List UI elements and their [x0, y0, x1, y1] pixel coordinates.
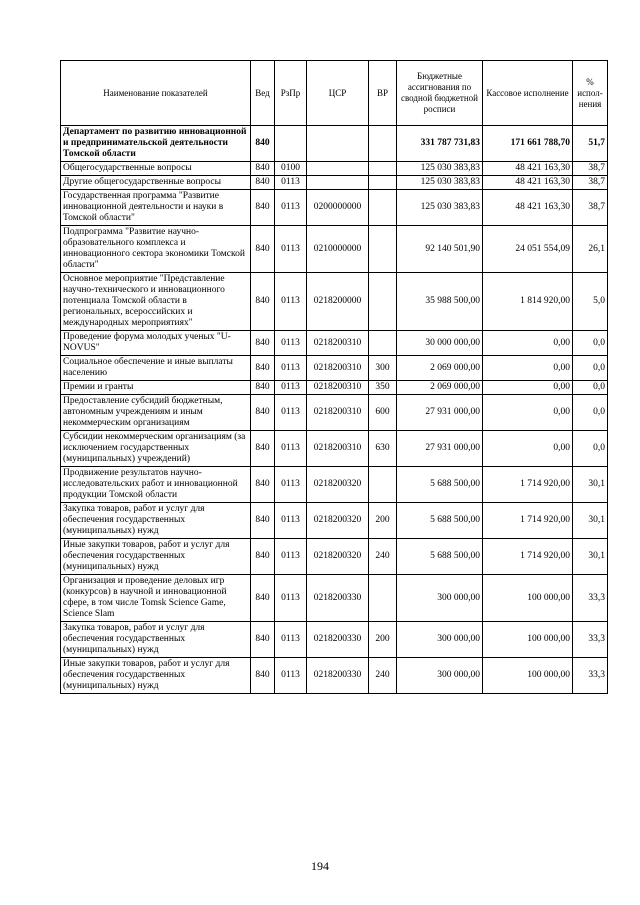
cell-name: Иные закупки товаров, работ и услуг для обеспечения государственных (муниципальных) нужд [61, 658, 251, 694]
cell-pct: 51,7 [573, 126, 608, 162]
cell-vr [369, 176, 397, 190]
cell-pct: 0,0 [573, 431, 608, 467]
cell-budget: 2 069 000,00 [397, 356, 483, 381]
table-row [61, 126, 608, 162]
cell-pct: 33,3 [573, 658, 608, 694]
budget-execution-table [60, 60, 608, 694]
header-rzpr: РзПр [275, 61, 307, 126]
cell-ved: 840 [251, 331, 275, 356]
cell-name: Премии и гранты [61, 381, 251, 395]
cell-rzpr: 0100 [275, 162, 307, 176]
header-vr: ВР [369, 61, 397, 126]
cell-pct: 33,3 [573, 575, 608, 622]
cell-ved: 840 [251, 162, 275, 176]
cell-name: Государственная программа "Развитие инновационной деятельности и науки в Томской области" [61, 190, 251, 226]
cell-rzpr: 0113 [275, 622, 307, 658]
cell-csr: 0218200310 [307, 356, 369, 381]
cell-name: Закупка товаров, работ и услуг для обеспечения государственных (муниципальных) нужд [61, 503, 251, 539]
header-cash: Кассовое исполнение [483, 61, 573, 126]
cell-csr: 0218200320 [307, 503, 369, 539]
header-csr: ЦСР [307, 61, 369, 126]
cell-name: Другие общегосударственные вопросы [61, 176, 251, 190]
cell-pct: 0,0 [573, 356, 608, 381]
cell-rzpr [275, 126, 307, 162]
table-body [61, 126, 608, 694]
cell-vr: 630 [369, 431, 397, 467]
cell-csr [307, 176, 369, 190]
cell-cash: 0,00 [483, 431, 573, 467]
cell-vr [369, 273, 397, 331]
cell-rzpr: 0113 [275, 467, 307, 503]
cell-budget: 5 688 500,00 [397, 503, 483, 539]
cell-csr: 0218200310 [307, 381, 369, 395]
cell-csr: 0218200310 [307, 431, 369, 467]
cell-vr: 240 [369, 658, 397, 694]
cell-cash: 100 000,00 [483, 575, 573, 622]
table-row [61, 467, 608, 503]
cell-vr [369, 331, 397, 356]
cell-ved: 840 [251, 431, 275, 467]
cell-name: Продвижение результатов научно-исследовательских работ и инновационной продукции Томской области [61, 467, 251, 503]
cell-name: Социальное обеспечение и иные выплаты населению [61, 356, 251, 381]
cell-cash: 100 000,00 [483, 658, 573, 694]
cell-vr [369, 162, 397, 176]
cell-cash: 1 814 920,00 [483, 273, 573, 331]
cell-budget: 27 931 000,00 [397, 431, 483, 467]
cell-ved: 840 [251, 575, 275, 622]
cell-vr: 350 [369, 381, 397, 395]
cell-vr: 300 [369, 356, 397, 381]
cell-cash: 0,00 [483, 356, 573, 381]
cell-vr [369, 575, 397, 622]
cell-name: Закупка товаров, работ и услуг для обеспечения государственных (муниципальных) нужд [61, 622, 251, 658]
cell-ved: 840 [251, 226, 275, 273]
table-row [61, 226, 608, 273]
cell-vr [369, 467, 397, 503]
cell-ved: 840 [251, 190, 275, 226]
table-row [61, 503, 608, 539]
cell-rzpr: 0113 [275, 356, 307, 381]
cell-cash: 171 661 788,70 [483, 126, 573, 162]
cell-budget: 300 000,00 [397, 575, 483, 622]
cell-cash: 100 000,00 [483, 622, 573, 658]
cell-budget: 92 140 501,90 [397, 226, 483, 273]
cell-name: Субсидии некоммерческим организациям (за исключением государственных (муниципальных) учреждений) [61, 431, 251, 467]
cell-cash: 48 421 163,30 [483, 176, 573, 190]
header-budget: Бюджетные ассигнования по сводной бюджетной росписи [397, 61, 483, 126]
cell-rzpr: 0113 [275, 575, 307, 622]
cell-budget: 331 787 731,83 [397, 126, 483, 162]
cell-csr: 0218200330 [307, 575, 369, 622]
cell-budget: 125 030 383,83 [397, 190, 483, 226]
table-row [61, 395, 608, 431]
cell-rzpr: 0113 [275, 658, 307, 694]
cell-name: Департамент по развитию инновационной и предпринимательской деятельности Томской области [61, 126, 251, 162]
cell-budget: 27 931 000,00 [397, 395, 483, 431]
cell-ved: 840 [251, 467, 275, 503]
cell-rzpr: 0113 [275, 226, 307, 273]
cell-cash: 0,00 [483, 395, 573, 431]
table-row [61, 331, 608, 356]
cell-vr: 600 [369, 395, 397, 431]
cell-budget: 35 988 500,00 [397, 273, 483, 331]
cell-cash: 0,00 [483, 381, 573, 395]
cell-pct: 26,1 [573, 226, 608, 273]
cell-ved: 840 [251, 503, 275, 539]
cell-pct: 30,1 [573, 503, 608, 539]
cell-cash: 1 714 920,00 [483, 467, 573, 503]
cell-pct: 0,0 [573, 381, 608, 395]
cell-rzpr: 0113 [275, 273, 307, 331]
cell-budget: 125 030 383,83 [397, 176, 483, 190]
cell-rzpr: 0113 [275, 176, 307, 190]
cell-pct: 5,0 [573, 273, 608, 331]
table-row [61, 622, 608, 658]
cell-csr [307, 126, 369, 162]
cell-ved: 840 [251, 356, 275, 381]
cell-budget: 5 688 500,00 [397, 539, 483, 575]
cell-budget: 5 688 500,00 [397, 467, 483, 503]
cell-rzpr: 0113 [275, 190, 307, 226]
table-header-row [61, 61, 608, 126]
cell-name: Организация и проведение деловых игр (конкурсов) в научной и инновационной сфере, в том числе Tomsk Science Game, Science Slam [61, 575, 251, 622]
cell-cash: 48 421 163,30 [483, 162, 573, 176]
cell-csr: 0218200320 [307, 467, 369, 503]
cell-vr [369, 226, 397, 273]
cell-ved: 840 [251, 658, 275, 694]
cell-pct: 38,7 [573, 162, 608, 176]
cell-ved: 840 [251, 381, 275, 395]
cell-name: Основное мероприятие "Представление научно-технического и инновационного потенциала Томской области в региональных, всероссийских и международных мероприятиях" [61, 273, 251, 331]
cell-cash: 24 051 554,09 [483, 226, 573, 273]
cell-cash: 0,00 [483, 331, 573, 356]
table-row [61, 381, 608, 395]
cell-pct: 38,7 [573, 190, 608, 226]
cell-budget: 125 030 383,83 [397, 162, 483, 176]
cell-rzpr: 0113 [275, 331, 307, 356]
cell-name: Подпрограмма "Развитие научно-образовательного комплекса и инновационного сектора экономики Томской области" [61, 226, 251, 273]
cell-rzpr: 0113 [275, 395, 307, 431]
cell-vr: 200 [369, 503, 397, 539]
cell-vr [369, 190, 397, 226]
cell-cash: 1 714 920,00 [483, 503, 573, 539]
cell-budget: 30 000 000,00 [397, 331, 483, 356]
cell-budget: 300 000,00 [397, 622, 483, 658]
page-number: 194 [311, 859, 329, 873]
cell-pct: 30,1 [573, 539, 608, 575]
cell-csr: 0218200310 [307, 331, 369, 356]
cell-name: Предоставление субсидий бюджетным, автономным учреждениям и иным некоммерческим организациям [61, 395, 251, 431]
cell-name: Общегосударственные вопросы [61, 162, 251, 176]
cell-pct: 33,3 [573, 622, 608, 658]
table-row [61, 575, 608, 622]
cell-csr: 0200000000 [307, 190, 369, 226]
header-pct: % испол-нения [573, 61, 608, 126]
header-name: Наименование показателей [61, 61, 251, 126]
table-row [61, 273, 608, 331]
cell-ved: 840 [251, 273, 275, 331]
cell-rzpr: 0113 [275, 381, 307, 395]
cell-vr: 200 [369, 622, 397, 658]
cell-pct: 30,1 [573, 467, 608, 503]
table-row [61, 162, 608, 176]
cell-ved: 840 [251, 176, 275, 190]
table-row [61, 176, 608, 190]
header-ved: Вед [251, 61, 275, 126]
cell-rzpr: 0113 [275, 539, 307, 575]
cell-pct: 0,0 [573, 331, 608, 356]
table-row [61, 356, 608, 381]
cell-pct: 0,0 [573, 395, 608, 431]
cell-csr: 0218200000 [307, 273, 369, 331]
cell-rzpr: 0113 [275, 431, 307, 467]
cell-csr: 0218200310 [307, 395, 369, 431]
cell-csr [307, 162, 369, 176]
table-row [61, 190, 608, 226]
cell-ved: 840 [251, 622, 275, 658]
table-row [61, 431, 608, 467]
cell-cash: 1 714 920,00 [483, 539, 573, 575]
cell-budget: 2 069 000,00 [397, 381, 483, 395]
cell-ved: 840 [251, 539, 275, 575]
cell-name: Иные закупки товаров, работ и услуг для обеспечения государственных (муниципальных) нужд [61, 539, 251, 575]
cell-budget: 300 000,00 [397, 658, 483, 694]
cell-csr: 0210000000 [307, 226, 369, 273]
cell-pct: 38,7 [573, 176, 608, 190]
cell-ved: 840 [251, 395, 275, 431]
table-row [61, 539, 608, 575]
cell-rzpr: 0113 [275, 503, 307, 539]
cell-ved: 840 [251, 126, 275, 162]
cell-vr [369, 126, 397, 162]
cell-name: Проведение форума молодых ученых "U-NOVUS" [61, 331, 251, 356]
cell-csr: 0218200330 [307, 658, 369, 694]
cell-vr: 240 [369, 539, 397, 575]
cell-csr: 0218200320 [307, 539, 369, 575]
cell-csr: 0218200330 [307, 622, 369, 658]
table-row [61, 658, 608, 694]
cell-cash: 48 421 163,30 [483, 190, 573, 226]
